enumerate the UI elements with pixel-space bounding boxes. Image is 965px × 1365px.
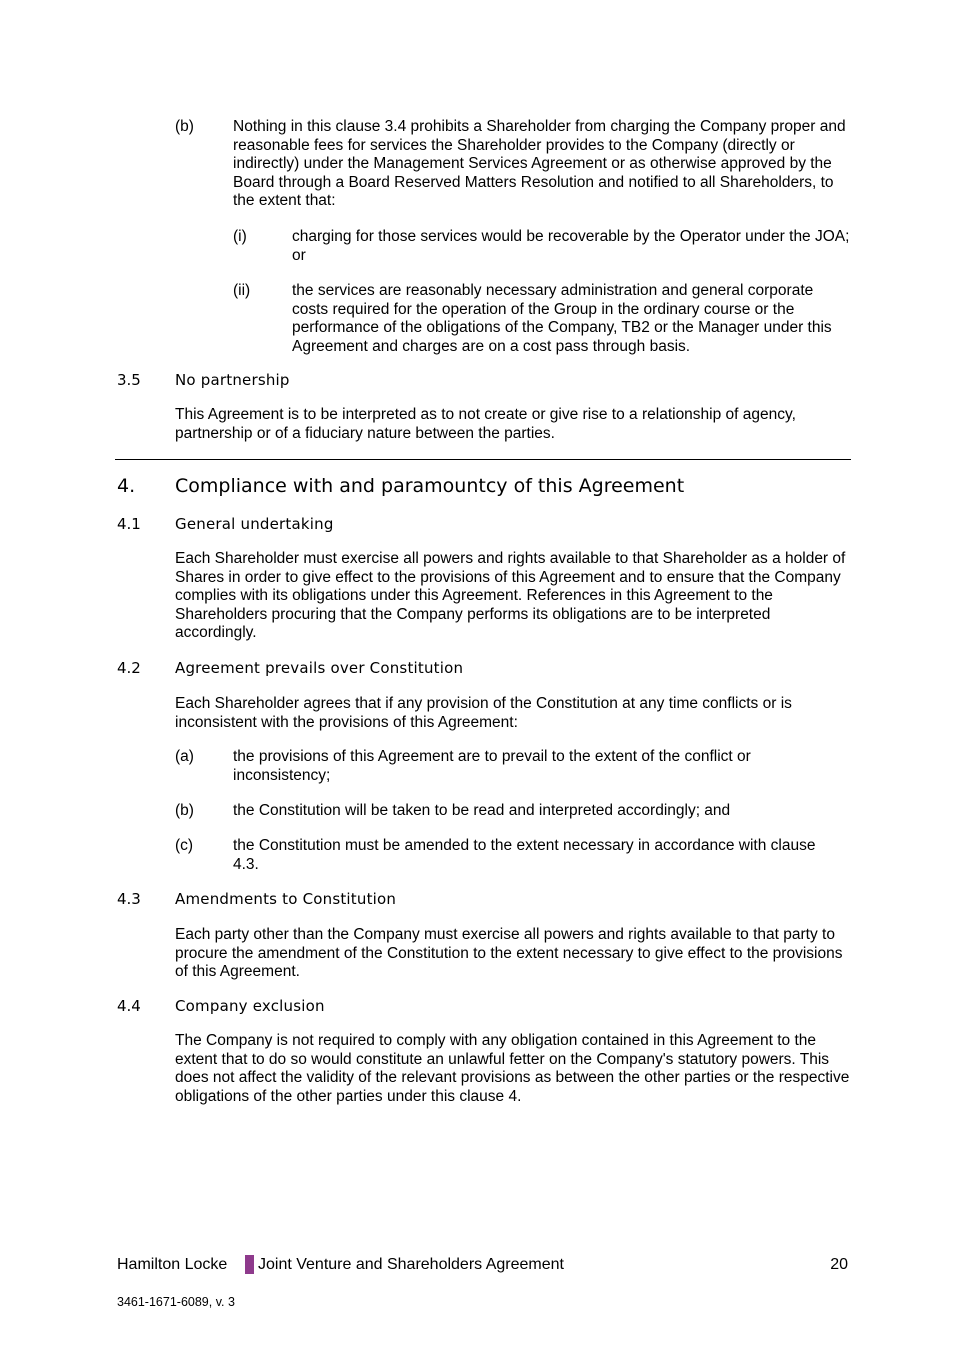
- clause-3-4-b-i-label: (i): [233, 228, 247, 245]
- clause-3-4-b-ii-label: (ii): [233, 282, 251, 299]
- clause-3-4-b-i-text: charging for those services would be recoverable by the Operator under the JOA; or: [292, 228, 850, 264]
- clause-3-5-text: This Agreement is to be interpreted as to not create or give rise to a relationship of agency, partnership or of a fiduciary nature between the parties.: [175, 406, 796, 442]
- footer-document-title: Joint Venture and Shareholders Agreement: [258, 1256, 564, 1273]
- clause-4-1-text: Each Shareholder must exercise all powers and rights available to that Shareholder as a holder of Shares in order to give effect to the provisions of this Agreement and to ensure that the Company complies with its obligations under this Agreement. References in this Agreement to the Shareholders procuring that the Company performs its obligations are to be interpreted accordingly.: [175, 550, 846, 642]
- clause-4-2-a-text: the provisions of this Agreement are to prevail to the extent of the conflict or inconsistency;: [233, 748, 751, 784]
- clause-4-2-title: Agreement prevails over Constitution: [175, 659, 464, 677]
- footer-firm-name: Hamilton Locke: [117, 1256, 228, 1273]
- clause-4-2-b-label: (b): [175, 802, 194, 819]
- footer-accent-bar: [245, 1255, 254, 1274]
- clause-3-5-title: No partnership: [175, 371, 290, 389]
- clause-4-4-number: 4.4: [117, 997, 141, 1015]
- clause-4-3-title: Amendments to Constitution: [175, 890, 397, 908]
- clause-4-4-text: The Company is not required to comply with any obligation contained in this Agreement to the extent that to do so would constitute an unlawful fetter on the Company's statutory powers. This does not affect the validity of the relevant provisions as between the other parties or the respective obligations of the other parties under this clause 4.: [175, 1032, 850, 1105]
- clause-3-4-b-label: (b): [175, 118, 194, 135]
- page-number: 20: [830, 1256, 848, 1273]
- document-id: 3461-1671-6089, v. 3: [117, 1295, 235, 1309]
- clause-3-5-number: 3.5: [117, 371, 141, 389]
- clause-3-4-b-text: Nothing in this clause 3.4 prohibits a Shareholder from charging the Company proper and reasonable fees for services the Shareholder provides to the Company (directly or indirectly) under the Management Services Agreement or as otherwise approved by the Board through a Board Reserved Matters Resolution and notified to all Shareholders, to the extent that:: [233, 118, 846, 210]
- clause-4-2-c-label: (c): [175, 837, 194, 854]
- section-4-number: 4.: [117, 475, 136, 497]
- clause-4-2-c-text: the Constitution must be amended to the extent necessary in accordance with clause 4.3.: [233, 837, 816, 873]
- section-divider: [115, 459, 851, 460]
- clause-4-2-b-text: the Constitution will be taken to be read and interpreted accordingly; and: [233, 802, 731, 819]
- clause-4-2-text: Each Shareholder agrees that if any provision of the Constitution at any time conflicts or is inconsistent with the provisions of this Agreement:: [175, 695, 792, 731]
- clause-4-2-a-label: (a): [175, 748, 194, 765]
- clause-4-3-text: Each party other than the Company must exercise all powers and rights available to that party to procure the amendment of the Constitution to the extent necessary to give effect to the provisions of this Agreement.: [175, 926, 843, 981]
- clause-3-4-b-ii-text: the services are reasonably necessary administration and general corporate costs required for the operation of the Group in the ordinary course or the performance of the obligations of the Company, TB2 or the Manager under this Agreement and charges are on a cost pass through basis.: [292, 282, 832, 355]
- clause-4-4-title: Company exclusion: [175, 997, 325, 1015]
- clause-4-1-title: General undertaking: [175, 515, 334, 533]
- clause-4-2-number: 4.2: [117, 659, 141, 677]
- clause-4-1-number: 4.1: [117, 515, 141, 533]
- clause-4-3-number: 4.3: [117, 890, 141, 908]
- section-4-title: Compliance with and paramountcy of this Agreement: [175, 475, 685, 497]
